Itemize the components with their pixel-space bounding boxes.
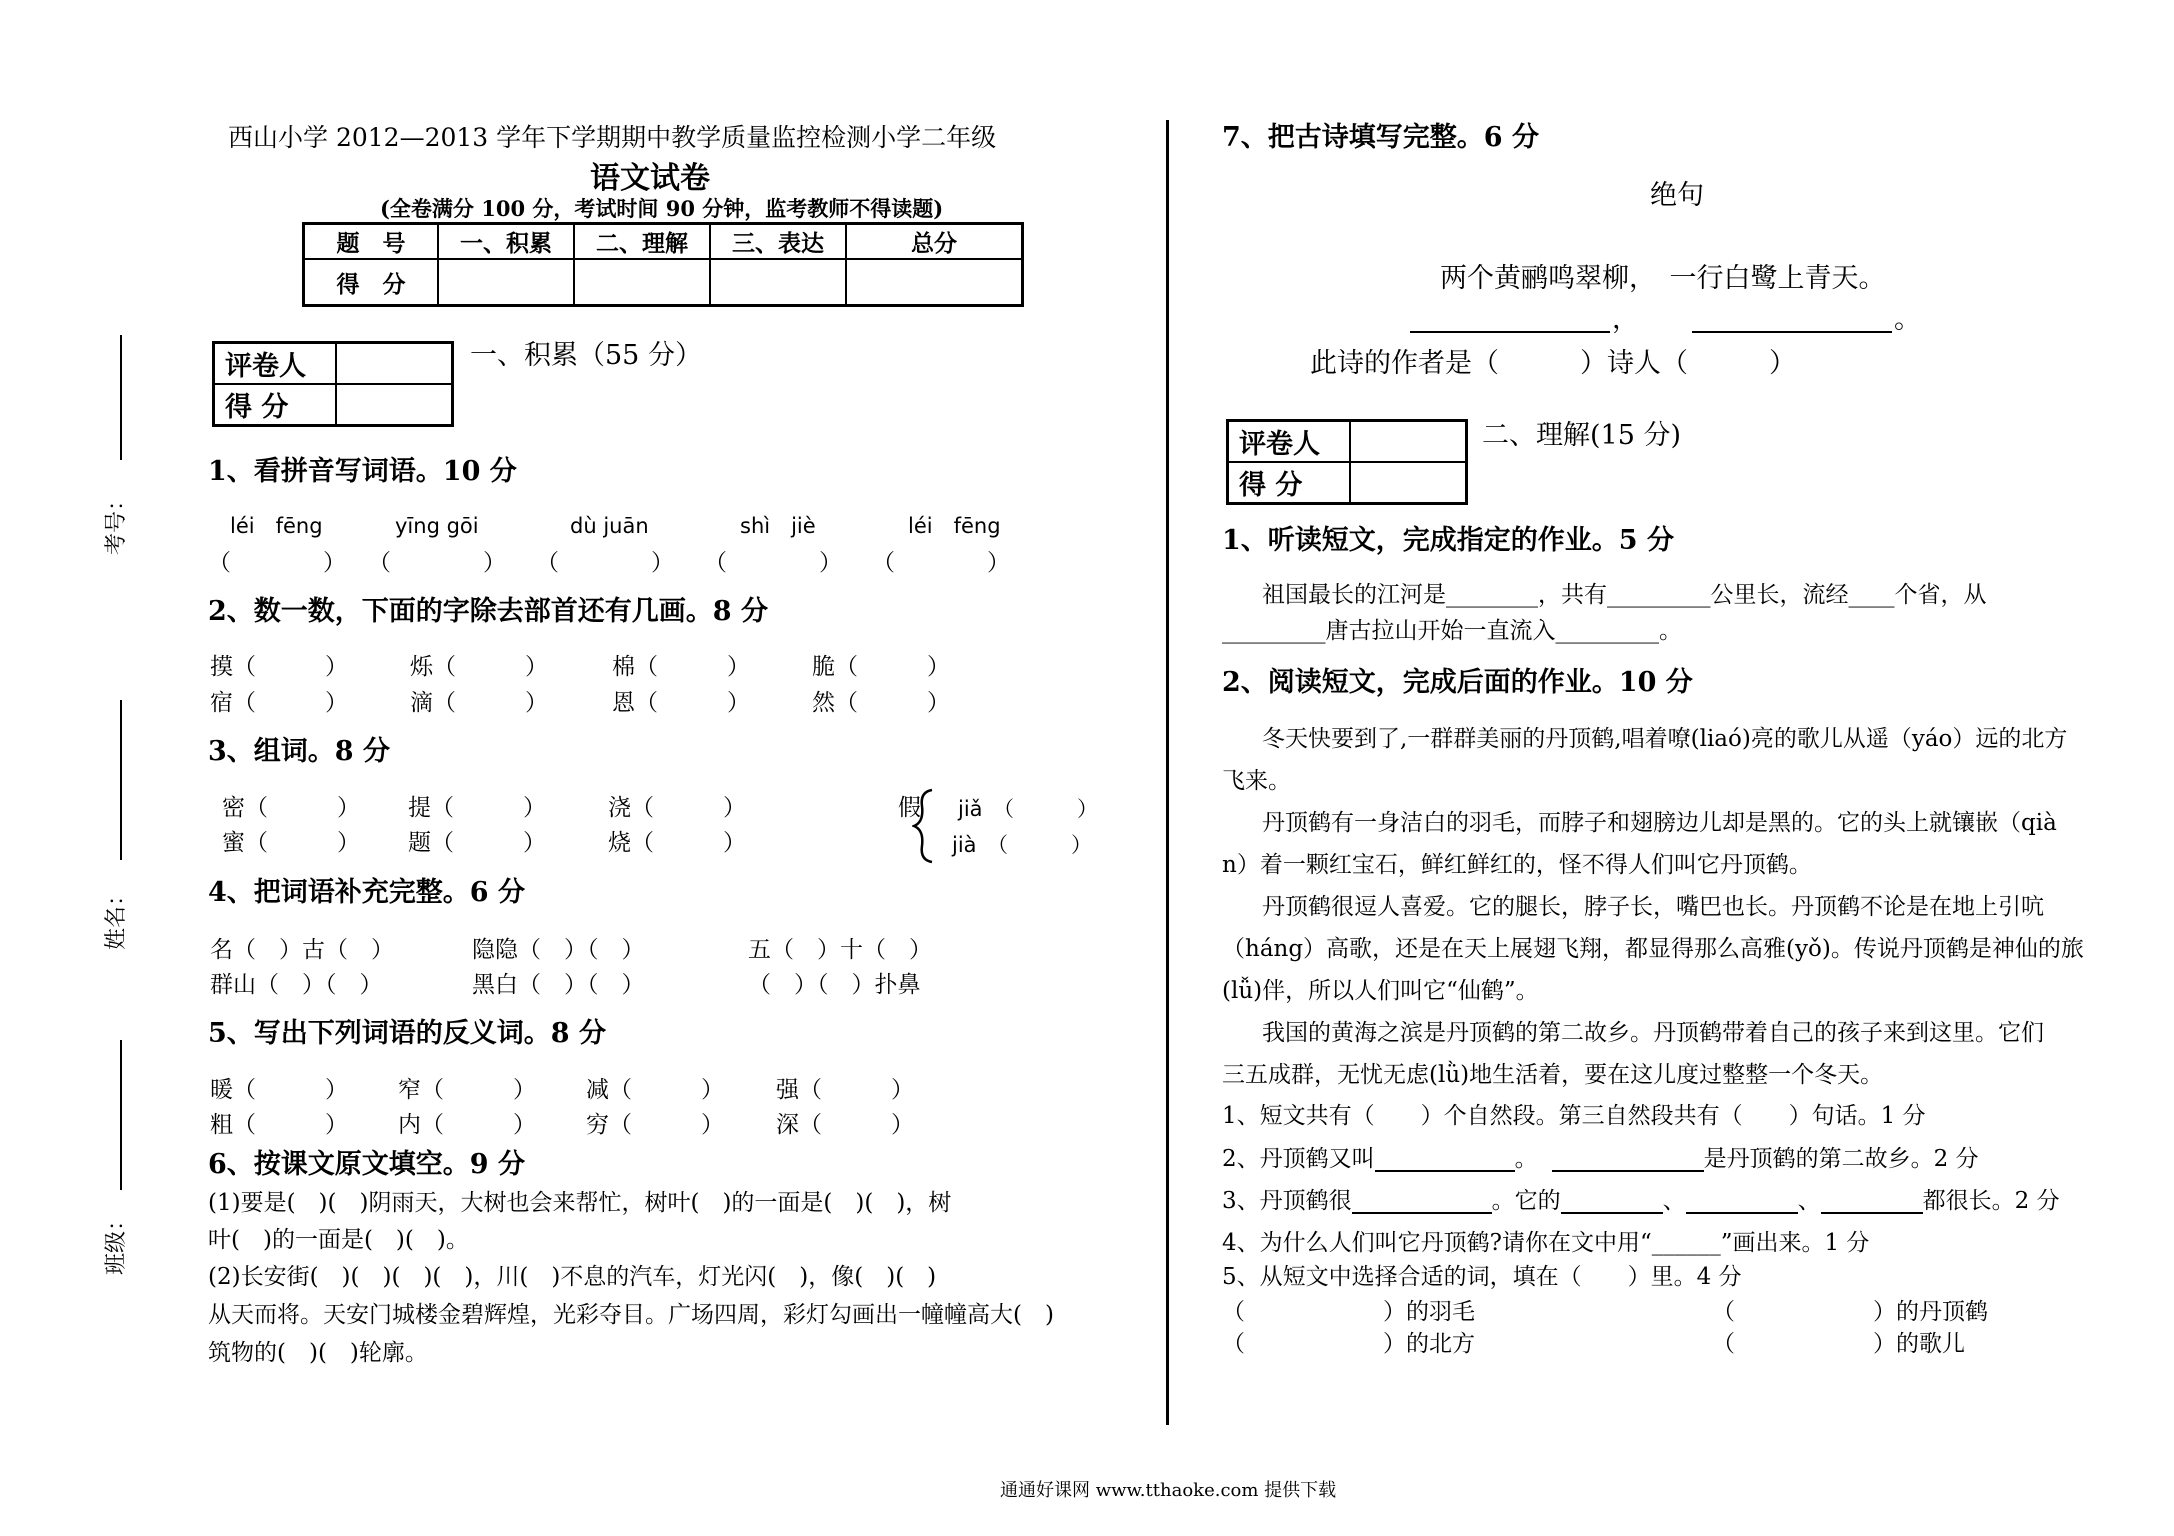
- school-title: 西山小学 2012—2013 学年下学期期中教学质量监控检测小学二年级: [228, 123, 997, 152]
- q5-item: 穷（ ）: [586, 1112, 724, 1138]
- exam-note: (全卷满分 100 分，考试时间 90 分钟，监考教师不得读题): [380, 196, 944, 221]
- q6-title: 6、按课文原文填空。9 分: [208, 1149, 525, 1180]
- score-cell-3[interactable]: [710, 259, 846, 306]
- score-cell-2[interactable]: [574, 259, 710, 306]
- side-line-bottom: [120, 1040, 122, 1190]
- score-header-no: 题 号: [304, 224, 439, 260]
- r2-sub2-blank1[interactable]: [1375, 1148, 1515, 1172]
- r2-para-line: 我国的黄海之滨是丹顶鹤的第二故乡。丹顶鹤带着自己的孩子来到这里。它们: [1262, 1020, 2044, 1046]
- q1-blank-3[interactable]: （ ）: [536, 550, 674, 576]
- q1-blank-5[interactable]: （ ）: [872, 550, 1010, 576]
- q1-blank-2[interactable]: （ ）: [368, 550, 506, 576]
- r2-title: 2、阅读短文，完成后面的作业。10 分: [1222, 667, 1693, 698]
- r2-sub3-blank1[interactable]: [1352, 1190, 1492, 1214]
- q3-jia2: jià （ ）: [952, 833, 1093, 857]
- r2-opt: （ ）的羽毛: [1222, 1299, 1475, 1325]
- q5-item: 内（ ）: [398, 1112, 536, 1138]
- r2-sub5: 5、从短文中选择合适的词，填在（ ）里。4 分: [1222, 1264, 1742, 1290]
- side-label-kaohao: 考号：: [104, 488, 130, 556]
- grader-score-label: 得 分: [1228, 462, 1351, 504]
- r2-para-line: （háng）高歌，还是在天上展翅飞翔，都显得那么高雅(yǒ)。传说丹顶鹤是神仙的旅: [1222, 936, 2084, 962]
- q5-item: 深（ ）: [776, 1112, 914, 1138]
- r2-sub2-text: 是丹顶鹤的第二故乡。2 分: [1703, 1146, 1979, 1172]
- grader-label: 评卷人: [214, 343, 337, 385]
- q3-item: 提（ ）: [408, 795, 546, 821]
- score-row-label: 得 分: [304, 259, 439, 306]
- grader-score-input[interactable]: [1350, 462, 1467, 504]
- r2-sub3-blank4[interactable]: [1821, 1190, 1923, 1214]
- r2-sub3-blank3[interactable]: [1686, 1190, 1798, 1214]
- r2-para-line: 丹顶鹤有一身洁白的羽毛，而脖子和翅膀边儿却是黑的。它的头上就镶嵌（qià: [1262, 810, 2057, 836]
- r2-sub3-text: 。它的: [1491, 1188, 1561, 1214]
- r2-opt: （ ）的丹顶鹤: [1712, 1299, 1988, 1325]
- grader-box-2: [1226, 419, 1468, 505]
- q6-line: 从天而将。天安门城楼金碧辉煌，光彩夺目。广场四周，彩灯勾画出一幢幢高大( ): [208, 1302, 1054, 1328]
- q2-item: 恩（ ）: [612, 690, 750, 716]
- q3-title: 3、组词。8 分: [208, 736, 390, 767]
- r2-para-line: 冬天快要到了,一群群美丽的丹顶鹤,唱着嘹(liaó)亮的歌儿从遥（yáo）远的北方: [1262, 726, 2068, 752]
- q3-item: 题（ ）: [408, 830, 546, 856]
- q6-line: (1)要是( )( )阴雨天，大树也会来帮忙，树叶( )的一面是( )( )，树: [208, 1190, 952, 1216]
- score-header-3: 三、表达: [710, 224, 846, 260]
- score-header-total: 总分: [846, 224, 1023, 260]
- r2-sub3-text: 、: [1662, 1188, 1686, 1214]
- r2-sub3-text: 都很长。2 分: [1922, 1188, 2060, 1214]
- r2-sub3-blank2[interactable]: [1561, 1190, 1663, 1214]
- grader-input[interactable]: [336, 343, 453, 385]
- footer-credit: 通通好课网 www.tthaoke.com 提供下载: [1000, 1480, 1337, 1501]
- q5-item: 强（ ）: [776, 1077, 914, 1103]
- q2-item: 摸（ ）: [210, 654, 348, 680]
- q6-line: (2)长安街( )( )( )( )，川( )不息的汽车，灯光闪( )，像( )( ): [208, 1264, 937, 1290]
- side-line-mid: [120, 700, 122, 860]
- q3-item: 浇（ ）: [608, 795, 746, 821]
- q2-item: 烁（ ）: [410, 654, 548, 680]
- r2-sub3: [1222, 1188, 2060, 1214]
- q1-title: 1、看拼音写词语。10 分: [208, 456, 517, 487]
- side-line-top: [120, 335, 122, 460]
- r1-line1: 祖国最长的江河是________，共有_________公里长，流经____个省，从: [1262, 582, 1987, 608]
- grader-score-input[interactable]: [336, 384, 453, 426]
- q4-item: 名（ ）古（ ）: [210, 937, 394, 963]
- q1-pinyin-1: léi fēng: [230, 514, 323, 538]
- q3-item: 蜜（ ）: [222, 830, 360, 856]
- grader-score-label: 得 分: [214, 384, 337, 426]
- q4-item: 五（ ）十（ ）: [748, 937, 932, 963]
- score-header-2: 二、理解: [574, 224, 710, 260]
- r2-sub2: [1222, 1146, 1979, 1172]
- q5-item: 减（ ）: [586, 1077, 724, 1103]
- r2-sub2-blank2[interactable]: [1552, 1148, 1704, 1172]
- section2-title: 二、理解(15 分): [1482, 420, 1682, 451]
- q6-line: 叶( )的一面是( )( )。: [208, 1227, 469, 1253]
- r2-para-line: 丹顶鹤很逗人喜爱。它的腿长，脖子长，嘴巴也长。丹顶鹤不论是在地上引吭: [1262, 894, 2044, 920]
- brace-icon: [912, 788, 936, 864]
- r2-sub3-text: 3、丹顶鹤很: [1222, 1188, 1352, 1214]
- poem-author-line: 此诗的作者是（ ）诗人（ ）: [1310, 348, 1796, 379]
- q4-item: 隐隐（ ）（ ）: [472, 937, 645, 963]
- score-cell-1[interactable]: [438, 259, 574, 306]
- score-table: [302, 222, 1024, 307]
- r2-opt: （ ）的歌儿: [1712, 1331, 1965, 1357]
- poem-blank-2[interactable]: [1692, 303, 1892, 333]
- q7-title: 7、把古诗填写完整。6 分: [1222, 122, 1539, 153]
- q1-pinyin-2: yīng gōi: [395, 514, 479, 538]
- q4-item: 群山（ ）（ ）: [210, 972, 383, 998]
- q5-title: 5、写出下列词语的反义词。8 分: [208, 1018, 606, 1049]
- grader-label: 评卷人: [1228, 421, 1351, 463]
- grader-box-1: [212, 341, 454, 427]
- r2-para-line: 三五成群，无忧无虑(lǜ)地生活着，要在这儿度过整整一个冬天。: [1222, 1062, 1884, 1088]
- q5-item: 粗（ ）: [210, 1112, 348, 1138]
- q2-item: 棉（ ）: [612, 654, 750, 680]
- r2-sub3-text: 、: [1797, 1188, 1821, 1214]
- poem-sep: ，: [1612, 304, 1639, 335]
- q2-item: 滴（ ）: [410, 690, 548, 716]
- q1-pinyin-4: shì jiè: [740, 514, 816, 538]
- center-divider: [1166, 120, 1169, 1425]
- q2-item: 宿（ ）: [210, 690, 348, 716]
- side-label-xingming: 姓名：: [104, 883, 130, 951]
- q3-item: 密（ ）: [222, 795, 360, 821]
- r2-sub2-text: 。: [1514, 1146, 1538, 1172]
- poem-title: 绝句: [1650, 180, 1704, 211]
- r2-sub1: 1、短文共有（ ）个自然段。第三自然段共有（ ）句话。1 分: [1222, 1103, 1926, 1129]
- q4-title: 4、把词语补充完整。6 分: [208, 877, 525, 908]
- q1-blank-1[interactable]: （ ）: [208, 550, 346, 576]
- q2-item: 然（ ）: [812, 690, 950, 716]
- q3-jia-char: 假: [898, 795, 921, 821]
- poem-line1: 两个黄鹂鸣翠柳， 一行白鹭上青天。: [1440, 263, 1886, 294]
- q1-pinyin-3: dù juān: [570, 514, 649, 538]
- r2-para-line: (lǚ)伴，所以人们叫它“仙鹤”。: [1222, 978, 1539, 1004]
- subject-title: 语文试卷: [590, 161, 710, 196]
- q2-item: 脆（ ）: [812, 654, 950, 680]
- grader-input[interactable]: [1350, 421, 1467, 463]
- r2-para-line: 飞来。: [1222, 768, 1291, 794]
- r2-sub2-text: 2、丹顶鹤又叫: [1222, 1146, 1375, 1172]
- q1-pinyin-5: léi fēng: [908, 514, 1001, 538]
- q3-item: 烧（ ）: [608, 830, 746, 856]
- poem-blank-1[interactable]: [1410, 303, 1610, 333]
- r2-para-line: n）着一颗红宝石，鲜红鲜红的，怪不得人们叫它丹顶鹤。: [1222, 852, 1812, 878]
- q5-item: 窄（ ）: [398, 1077, 536, 1103]
- r1-title: 1、听读短文，完成指定的作业。5 分: [1222, 525, 1674, 556]
- side-label-banji: 班级：: [104, 1208, 130, 1276]
- q1-blank-4[interactable]: （ ）: [704, 550, 842, 576]
- q2-title: 2、数一数，下面的字除去部首还有几画。8 分: [208, 596, 768, 627]
- poem-end: 。: [1894, 304, 1921, 335]
- r2-sub4: 4、为什么人们叫它丹顶鹤?请你在文中用“______”画出来。1 分: [1222, 1230, 1870, 1256]
- r2-opt: （ ）的北方: [1222, 1331, 1475, 1357]
- q5-item: 暖（ ）: [210, 1077, 348, 1103]
- q4-item: 黑白（ ）（ ）: [472, 972, 645, 998]
- section1-title: 一、积累（55 分）: [470, 340, 702, 371]
- q6-line: 筑物的( )( )轮廓。: [208, 1340, 428, 1366]
- score-cell-total[interactable]: [846, 259, 1023, 306]
- score-header-1: 一、积累: [438, 224, 574, 260]
- r1-line2: _________唐古拉山开始一直流入_________。: [1222, 618, 1682, 644]
- q3-jia1: jiǎ （ ）: [958, 797, 1099, 821]
- q4-item: （ ）（ ）扑鼻: [748, 972, 921, 998]
